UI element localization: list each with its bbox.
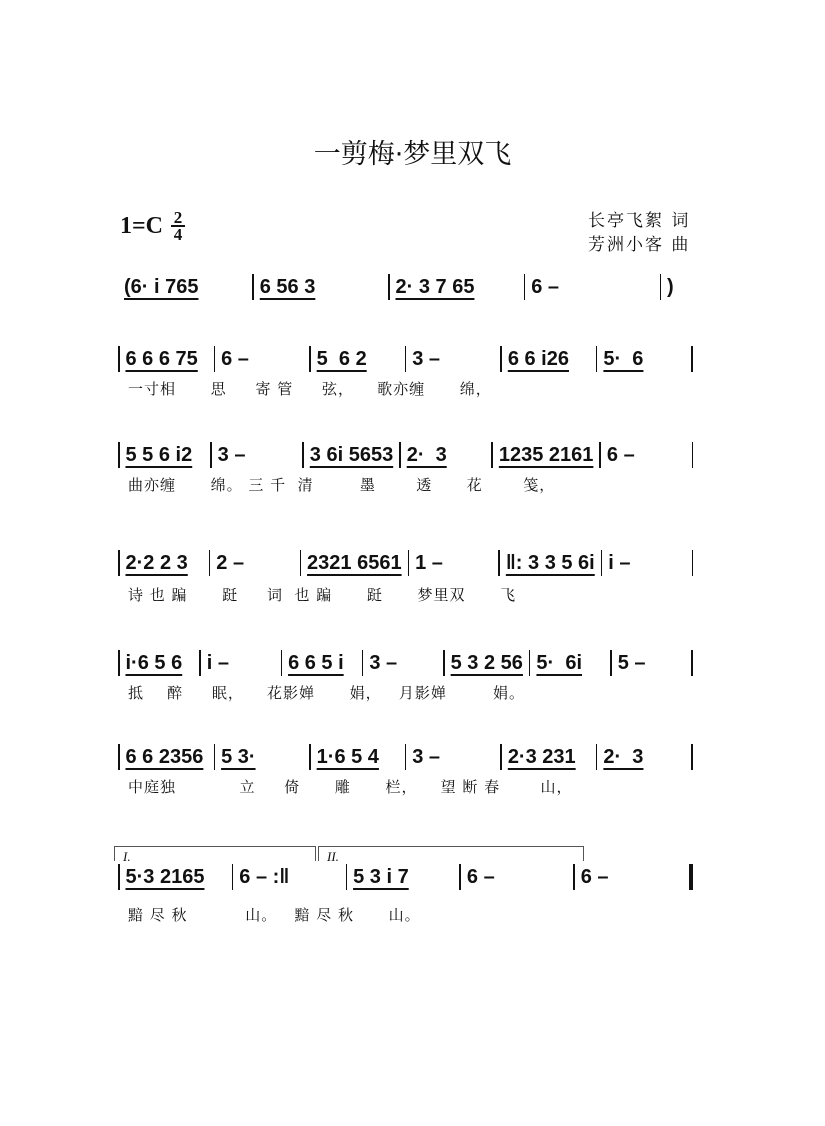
measure: 5 – <box>617 651 646 674</box>
measure: 6 – <box>580 865 609 888</box>
notation-line <box>118 744 693 770</box>
measure: ‖: 3 3 5 6i <box>505 551 595 574</box>
measure: 6 56 3 <box>259 275 316 298</box>
measure: i – <box>608 551 631 574</box>
lyrics-line: 诗 也 蹁 跹 词 也 蹁 跹 梦里双 飞 <box>128 586 517 604</box>
measure: 5 3 i 7 <box>353 865 409 888</box>
measure: 5 3 2 56 <box>450 651 523 674</box>
key-signature <box>120 210 185 242</box>
time-signature: $\frac{2}{4}$ <box>171 210 185 242</box>
measure: 2· 3 <box>406 443 447 466</box>
lyrics-line: 曲亦缠 绵。 三 千 清 墨 透 花 笺， <box>128 476 556 494</box>
measure: 6 6 i26 <box>507 347 569 370</box>
notation-line <box>118 550 693 576</box>
barline <box>691 346 693 372</box>
measure: 6 – <box>531 275 560 298</box>
measure: 5· 6 <box>603 347 644 370</box>
measure: 3 – <box>412 347 441 370</box>
measure: 1 – <box>415 551 443 574</box>
measure: 6 6 2356 <box>125 745 204 768</box>
lyrics-line: 中庭独 立 倚 雕 栏， 望 断 春 山， <box>128 778 573 796</box>
measure: ) <box>667 275 674 298</box>
measure: 2· 3 7 65 <box>395 275 475 298</box>
measure: 6 6 5 i <box>288 651 344 674</box>
notation-line <box>118 442 693 468</box>
measure: i·6 5 6 <box>125 651 183 674</box>
measure: 6 – :‖ <box>239 865 290 888</box>
barline <box>691 744 693 770</box>
final-barline <box>689 864 693 890</box>
measure: i – <box>206 651 230 674</box>
notation-line <box>118 346 693 372</box>
measure: 2· 3 <box>603 745 644 768</box>
measure: 1235 2161 <box>498 443 594 466</box>
lyricist: 长亭飞絮 词 <box>588 211 691 231</box>
measure: 2 – <box>216 551 245 574</box>
measure: 3 – <box>217 443 246 466</box>
measure: 1·6 5 4 <box>316 745 379 768</box>
notation-line <box>118 864 693 890</box>
composer: 芳洲小客 曲 <box>588 235 691 255</box>
measure: 6 6 6 75 <box>125 347 198 370</box>
lyrics-line: 一寸相 思 寄 管 弦， 歌亦缠 绵， <box>128 380 492 398</box>
measure: 6 – <box>221 347 249 370</box>
barline <box>691 650 693 676</box>
measure: 5 3· <box>221 745 256 768</box>
measure: 3 6i 5653 <box>309 443 394 466</box>
measure: 5 6 2 <box>316 347 367 370</box>
volta-second: II. <box>318 846 584 861</box>
measure: 6 – <box>606 443 635 466</box>
measure: 2·3 231 <box>507 745 576 768</box>
measure: 2321 6561 <box>307 551 402 574</box>
measure: 3 – <box>412 745 441 768</box>
measure: (6· i 765 <box>124 275 199 298</box>
measure: 3 – <box>369 651 398 674</box>
measure: 6 – <box>466 865 495 888</box>
song-title: 一剪梅·梦里双飞 <box>313 139 512 170</box>
notation-line <box>118 274 693 300</box>
key-label: 1=C <box>120 212 164 239</box>
lyrics-line: 黯 尽 秋 山。 黯 尽 秋 山。 <box>128 906 421 924</box>
measure: 2·2 2 3 <box>125 551 188 574</box>
notation-line <box>118 650 693 676</box>
barline <box>692 550 694 576</box>
measure: 5· 6i <box>536 651 582 674</box>
volta-first: I. <box>114 846 316 861</box>
measure: 5 5 6 i2 <box>125 443 193 466</box>
measure: 5·3 2165 <box>125 865 205 888</box>
barline <box>692 442 694 468</box>
lyrics-line: 抵 醉 眠， 花影婵 娟， 月影婵 娟。 <box>128 684 526 702</box>
